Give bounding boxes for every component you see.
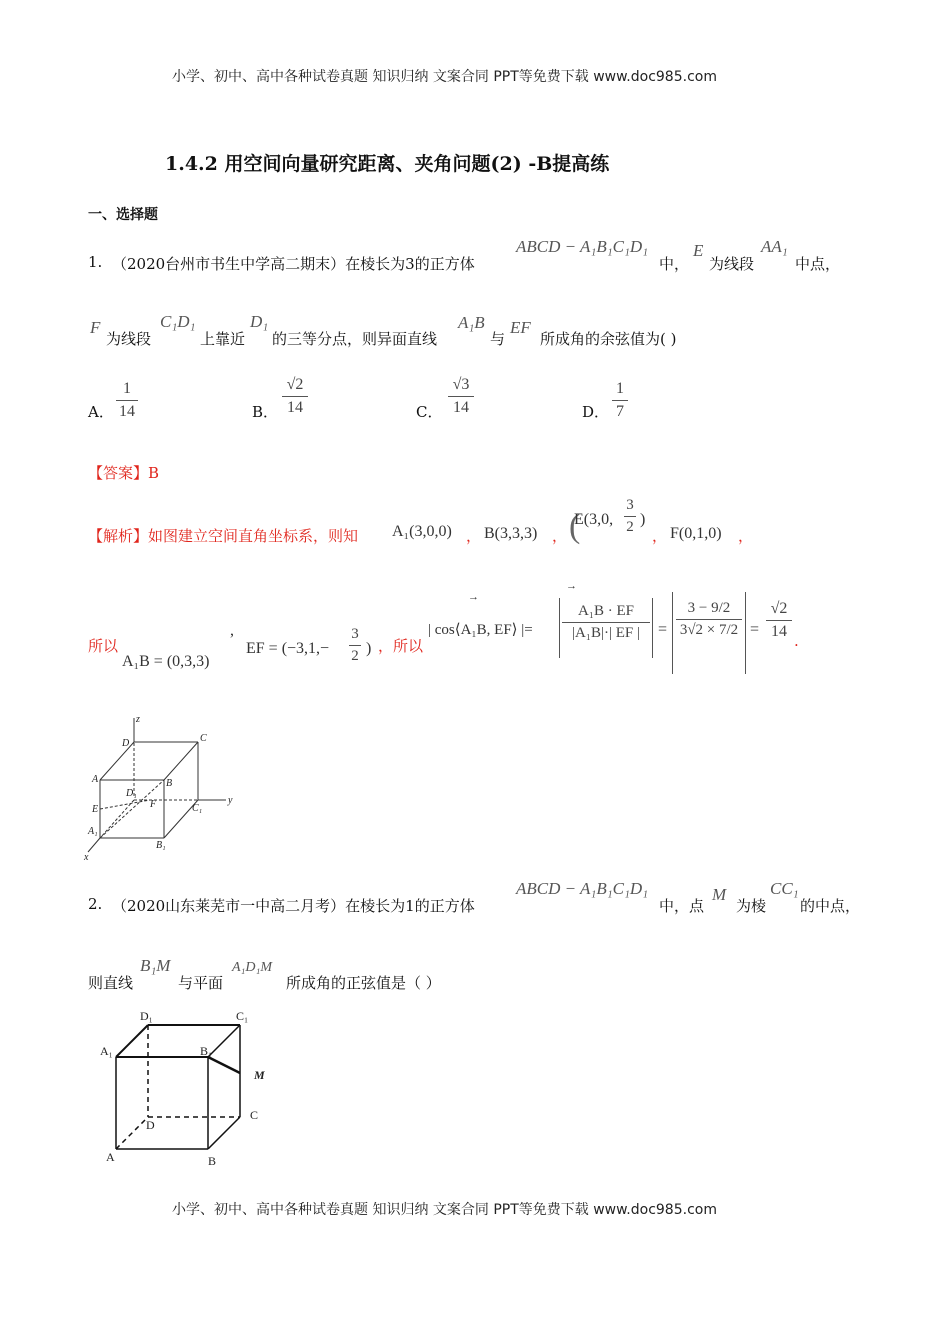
cos-frac: A₁B · EF |A₁B|·| EF | (562, 603, 650, 642)
q1-text: 中点， (795, 255, 841, 273)
q1-text: 所成角的余弦值为( ) (540, 330, 677, 348)
q1-text: 与 (490, 330, 506, 348)
section-heading: 一、选择题 (88, 207, 158, 223)
q2-text: 与平面 (178, 974, 224, 992)
fig2-label: A₁ (100, 1044, 113, 1058)
q1-E: E (693, 241, 704, 260)
q1-text: 的三等分点，则异面直线 (272, 330, 438, 348)
option-b-label: B． (252, 403, 279, 421)
fig2-label: B₁ (200, 1044, 213, 1058)
coord-E: ( (569, 508, 581, 545)
page-title: 1.4.2 用空间向量研究距离、夹角问题(2) -B提高练 (165, 153, 610, 175)
cos-mid-frac: 3 − 9/2 3√2 × 7/2 (676, 600, 742, 639)
footer-banner: 小学、初中、高中各种试卷真题 知识归纳 文案合同 PPT等免费下载 www.doc985.com (172, 1202, 717, 1218)
q2-CC1: CC₁ (770, 879, 799, 898)
q2-A1D1M: A₁D₁M (232, 960, 273, 975)
fig2-label: D (146, 1118, 155, 1132)
fig2-label: A (106, 1150, 115, 1164)
fig1-label: E (92, 804, 99, 815)
q1-text: 中， (659, 255, 690, 273)
cos-result: √2 14 (766, 600, 792, 641)
comma: ， (552, 527, 568, 545)
q1-AA1: AA₁ (761, 237, 788, 256)
coord-B: B(3,3,3) (484, 525, 538, 542)
comma: ， (738, 527, 754, 545)
option-a-label: A． (88, 403, 114, 421)
vec-EF-frac: 3 2 (349, 626, 361, 665)
fig2-label: M (254, 1068, 265, 1082)
suoyi-text: 所以 (88, 637, 119, 655)
fig2-label: B (208, 1154, 217, 1168)
q2-cube: ABCD − A₁B₁C₁D₁ (516, 879, 649, 898)
fig2-label: C (250, 1108, 259, 1122)
answer-label: 【答案】B (88, 464, 160, 482)
q1-text: 为线段 (709, 255, 755, 273)
q2-text: 中，点 (659, 897, 705, 915)
fig1-label: D (122, 738, 130, 749)
fig1-label: A (92, 774, 99, 785)
fig1-label: B₁ (156, 840, 166, 851)
fig1-label: x (84, 852, 89, 863)
coord-A1: A₁(3,0,0) (392, 523, 452, 540)
coord-E-tail: ) (640, 511, 646, 528)
option-a-value: 1 14 (116, 380, 138, 421)
q1-text: 为线段 (106, 330, 152, 348)
header-banner: 小学、初中、高中各种试卷真题 知识归纳 文案合同 PPT等免费下载 www.doc985.com (172, 69, 717, 85)
cube-figure-1 (80, 710, 250, 865)
q1-A1B: A₁B (458, 313, 485, 332)
q2-M: M (712, 885, 727, 904)
q2-text: 的中点， (800, 897, 861, 915)
fig2-label: D₁ (140, 1009, 153, 1023)
eq-sign: = (658, 621, 668, 638)
fig1-label: F (150, 799, 157, 810)
cube-figure-2 (96, 1005, 286, 1175)
vec-A1B: A₁B = (0,3,3) (122, 653, 210, 670)
q2-number: 2. (88, 895, 103, 913)
fig1-label: z (136, 714, 140, 725)
vec-arrow: → (566, 580, 577, 592)
option-c-value: √3 14 (448, 376, 474, 417)
answer-value: B (148, 464, 160, 482)
q2-text: 所成角的正弦值是（ ） (286, 974, 441, 992)
q1-text: 上靠近 (200, 330, 246, 348)
q1-EF: EF (510, 318, 531, 337)
q1-C1D1: C₁D₁ (160, 312, 196, 331)
fig1-label: D₁ (126, 788, 137, 799)
fig1-label: A₁ (88, 826, 98, 837)
comma: ， (652, 527, 668, 545)
fig1-label: y (228, 795, 233, 806)
eq-sign: = (750, 621, 760, 638)
fig1-label: B (166, 778, 173, 789)
option-d-label: D． (582, 403, 610, 421)
q1-F: F (90, 318, 101, 337)
q2-source: （2020山东莱芜市一中高二月考）在棱长为1的正方体 (112, 897, 475, 915)
abs-bar (745, 592, 748, 674)
fig1-label: C (200, 733, 207, 744)
coord-E-head: E(3,0, (574, 511, 614, 528)
coord-F: F(0,1,0) (670, 525, 722, 542)
fig1-label: C₁ (192, 803, 203, 814)
coord-E-frac: 3 2 (624, 497, 636, 536)
vec-EF-tail: ) (366, 640, 372, 657)
option-c-label: C． (416, 403, 443, 421)
q2-text: 则直线 (88, 974, 134, 992)
period: . (794, 632, 799, 650)
q1-source: （2020台州市书生中学高二期末）在棱长为3的正方体 (112, 255, 475, 273)
q1-cube: ABCD − A₁B₁C₁D₁ (516, 237, 649, 256)
comma-small: , (230, 622, 234, 639)
q1-number: 1. (88, 253, 103, 271)
vec-EF-head: EF = (−3,1,− (246, 640, 330, 657)
suoyi2-text: ，所以 (378, 637, 424, 655)
abs-bar (652, 598, 655, 658)
fig2-label: C₁ (236, 1009, 249, 1023)
q2-B1M: B₁M (140, 956, 171, 975)
option-d-value: 1 7 (612, 380, 628, 421)
option-b-value: √2 14 (282, 376, 308, 417)
vec-arrow: → (468, 591, 479, 603)
abs-bar (672, 592, 675, 674)
q2-text: 为棱 (736, 897, 767, 915)
comma: ， (466, 527, 482, 545)
analysis-label: 【解析】如图建立空间直角坐标系，则知 (88, 527, 359, 545)
q1-D1: D₁ (250, 312, 269, 331)
cos-lhs: | cos⟨A₁B, EF⟩ |= (428, 622, 533, 638)
